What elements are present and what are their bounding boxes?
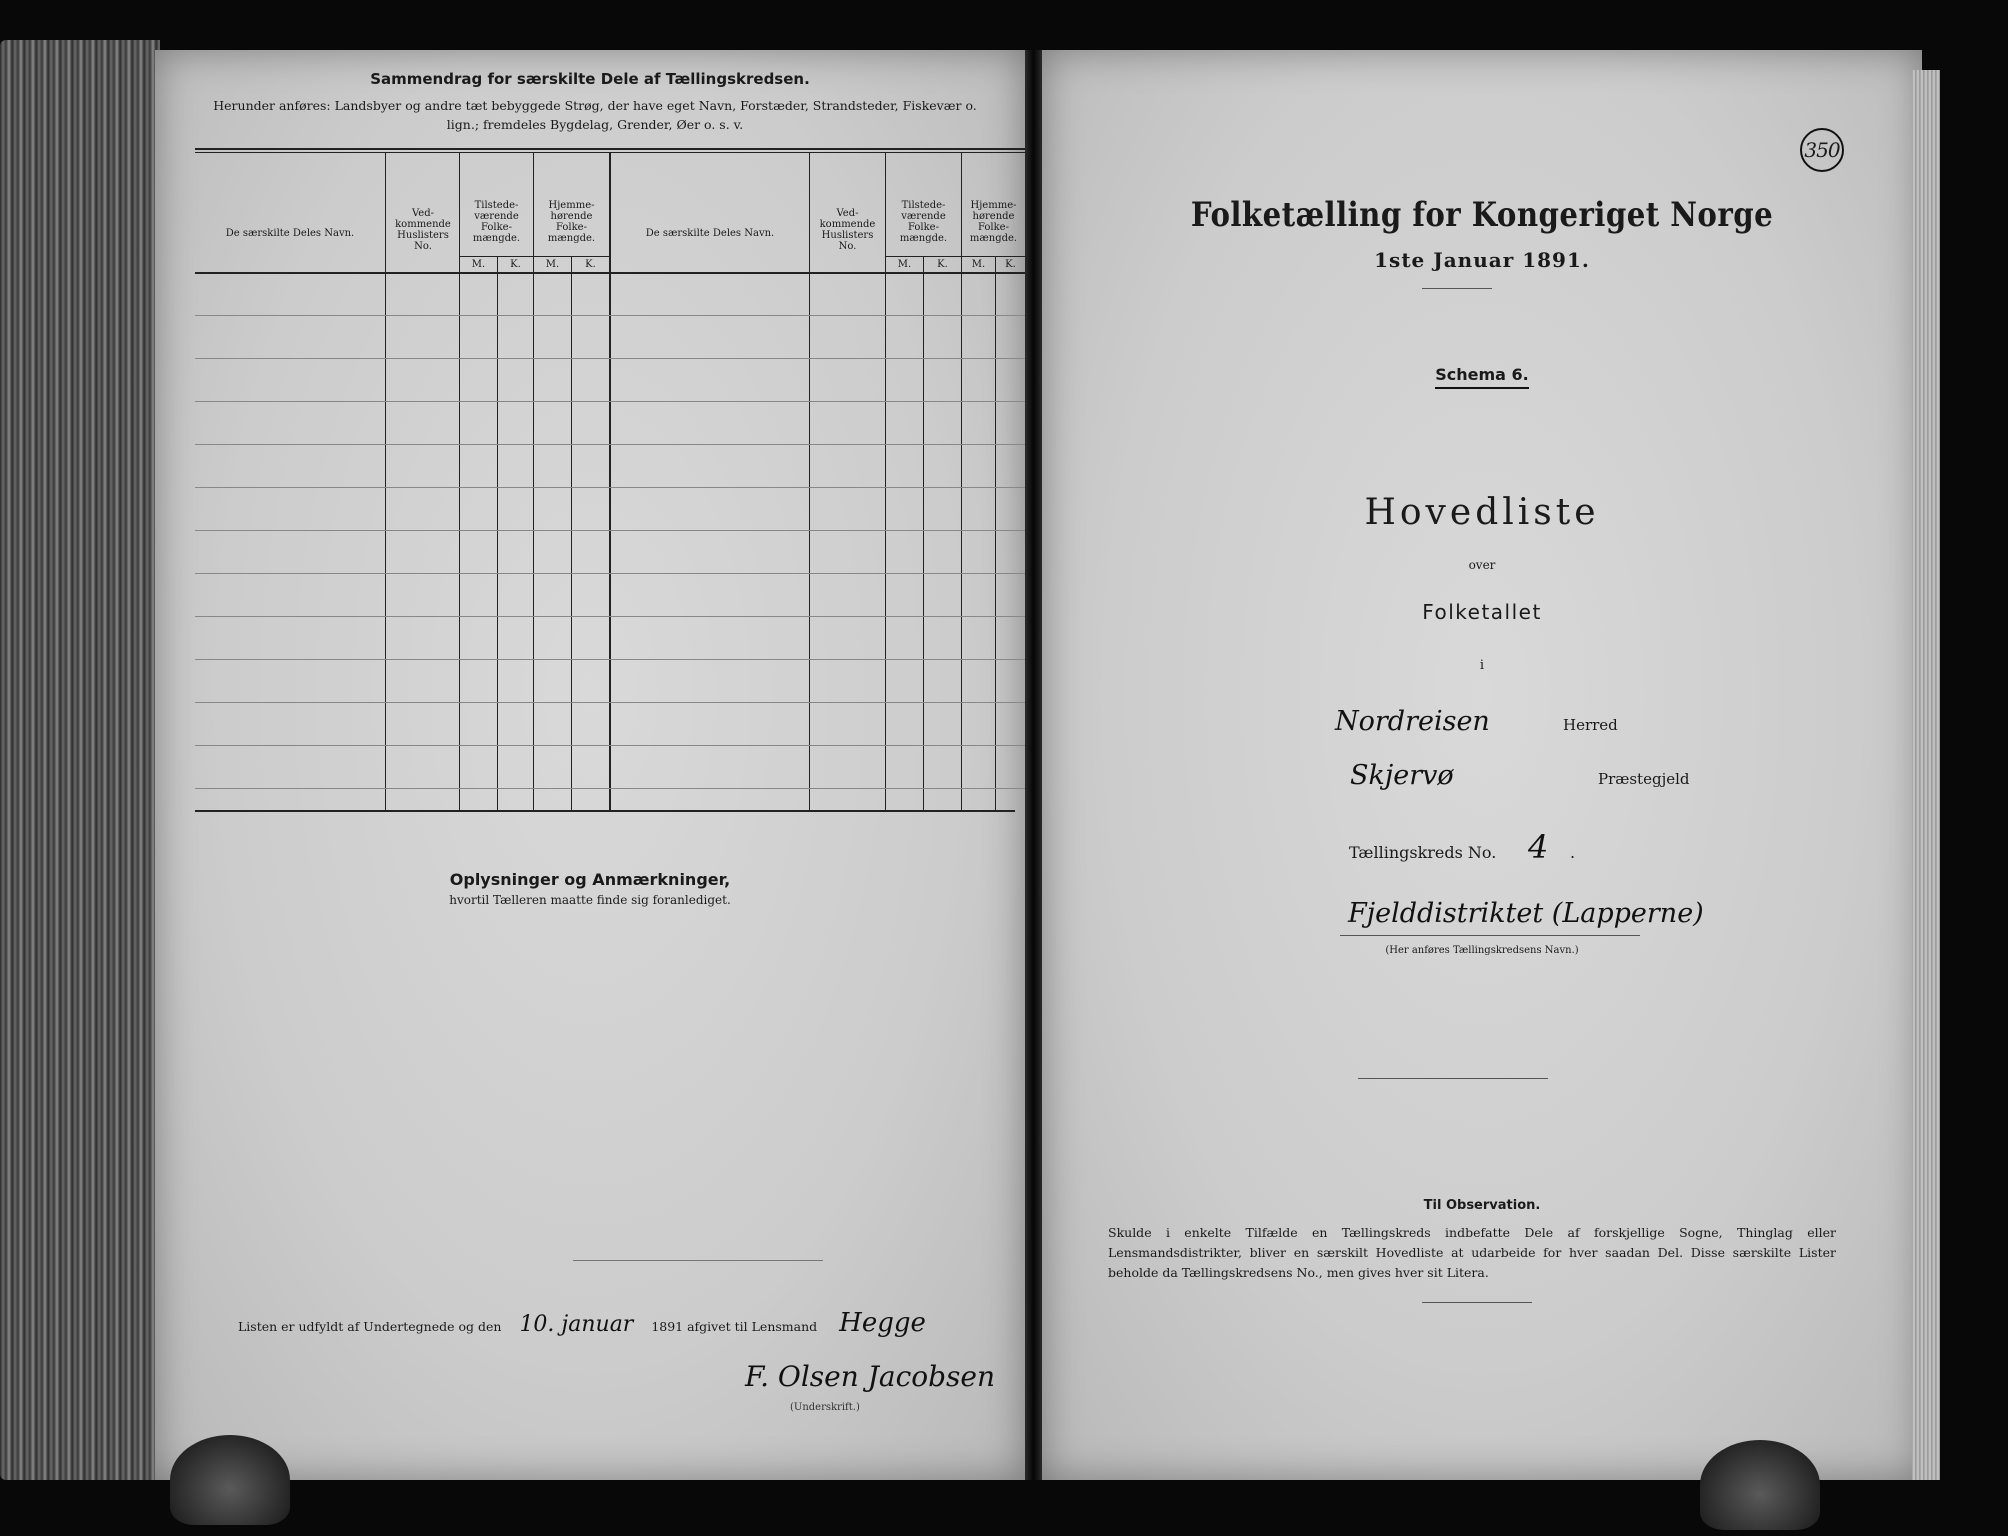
divider: [1422, 288, 1492, 289]
kreds-label: Tællingskreds No.: [1349, 843, 1497, 862]
vline: [533, 152, 534, 810]
herred-value: Nordreisen: [1335, 706, 1490, 737]
table-row-rule: [195, 573, 1025, 574]
table-row-rule: [195, 702, 1025, 703]
header-huslister-right: Ved- kommende Huslisters No.: [819, 208, 876, 252]
vline: [995, 256, 996, 810]
book-gutter: [1025, 50, 1042, 1480]
listen-date: 10. januar: [519, 1312, 634, 1337]
vline: [923, 256, 924, 810]
summary-table: [195, 148, 1025, 812]
page-edges: [1912, 70, 1940, 1480]
table-top-rule: [195, 148, 1025, 150]
header-k: K.: [937, 259, 948, 270]
table-bottom-rule: [195, 810, 1015, 812]
header-k: K.: [585, 259, 596, 270]
kreds-period: .: [1570, 843, 1576, 862]
table-row-rule: [195, 444, 1025, 445]
page-number-stamp: 350: [1800, 128, 1844, 172]
header-m: M.: [971, 259, 986, 270]
header-hjemme-right: Hjemme- hørende Folke- mængde.: [969, 200, 1018, 244]
vline: [497, 256, 498, 810]
header-m: M.: [897, 259, 912, 270]
observation-text: Skulde i enkelte Tilfælde en Tællingskreds indbefatte Dele af forskjellige Sogne, Thinglag eller Lensmandsdistrikter, bliver en særskilt Hovedliste at udarbeide for hver saadan Del. Disse særskilte Lister beholde da Tællingskredsens No., men gives hver sit Litera.: [1108, 1225, 1836, 1280]
prestegjeld-value: Skjervø: [1350, 760, 1454, 791]
observation-title: Til Observation.: [1423, 1198, 1541, 1213]
folketallet-label: Folketallet: [1422, 600, 1542, 624]
census-date: 1ste Januar 1891.: [1374, 248, 1590, 272]
table-row-rule: [195, 659, 1025, 660]
header-tilstede-right: Tilstede- værende Folke- mængde.: [899, 200, 948, 244]
herred-label: Herred: [1563, 716, 1618, 734]
vline: [459, 152, 460, 810]
header-name-right: De særskilte Deles Navn.: [645, 228, 775, 239]
table-row-rule: [195, 530, 1025, 531]
oplysninger-subtitle: hvortil Tælleren maatte finde sig foranlediget.: [449, 893, 731, 907]
oplysninger-title: Oplysninger og Anmærkninger,: [449, 870, 731, 889]
vline-center: [609, 152, 611, 810]
mk-rule-right: [885, 256, 1025, 257]
table-row-rule: [195, 358, 1025, 359]
underskrift-label: (Underskrift.): [790, 1402, 860, 1413]
book-edge: [0, 40, 160, 1480]
divider: [1422, 1302, 1532, 1303]
vline: [385, 152, 386, 810]
header-huslister-left: Ved- kommende Huslisters No.: [395, 208, 451, 252]
mk-rule-left: [459, 256, 609, 257]
header-hjemme-left: Hjemme- hørende Folke- mængde.: [547, 200, 596, 244]
schema-text: Schema 6.: [1435, 365, 1529, 389]
header-m: M.: [471, 259, 486, 270]
kreds-navn: Fjelddistriktet (Lapperne): [1348, 898, 1704, 929]
i-label: i: [1479, 658, 1485, 673]
table-row-rule: [195, 745, 1025, 746]
listen-text-1: Listen er udfyldt af Undertegnede og den: [238, 1319, 502, 1334]
signature-rule: [573, 1260, 823, 1261]
kreds-navn-note: (Her anføres Tællingskredsens Navn.): [1385, 945, 1579, 956]
divider: [1358, 1078, 1548, 1079]
book-clip-left: [170, 1435, 290, 1525]
kreds-navn-rule: [1340, 935, 1640, 936]
hovedliste-title: Hovedliste: [1364, 492, 1600, 533]
prestegjeld-label: Præstegjeld: [1598, 770, 1690, 788]
header-k: K.: [510, 259, 521, 270]
kreds-number: 4: [1528, 828, 1549, 866]
vline: [961, 152, 962, 810]
header-tilstede-left: Tilstede- værende Folke- mængde.: [472, 200, 521, 244]
vline: [885, 152, 886, 810]
over-label: over: [1468, 558, 1496, 572]
summary-text: Herunder anføres: Landsbyer og andre tæt bebyggede Strøg, der have eget Navn, Forstæder, Strandsteder, Fiskevær o. lign.; fremdeles Bygdelag, Grender, Øer o. s. v.: [213, 98, 977, 132]
schema-label: [1042, 365, 1922, 384]
header-m: M.: [545, 259, 560, 270]
book-clip-right: [1700, 1440, 1820, 1530]
main-title: Folketælling for Kongeriget Norge: [1190, 195, 1774, 235]
header-name-left: De særskilte Deles Navn.: [225, 228, 355, 239]
listen-text-2: 1891 afgivet til Lensmand: [651, 1319, 818, 1334]
table-row-rule: [195, 487, 1025, 488]
table-row-rule: [195, 401, 1025, 402]
header-k: K.: [1005, 259, 1016, 270]
counter-signature: F. Olsen Jacobsen: [745, 1360, 996, 1393]
lensmand-name: Hegge: [839, 1308, 926, 1338]
table-row-rule: [195, 315, 1025, 316]
table-row-rule: [195, 616, 1025, 617]
table-row-rule: [195, 788, 1025, 789]
summary-title: Sammendrag for særskilte Dele af Tællingskredsen.: [370, 70, 810, 88]
listen-line: [238, 1308, 926, 1338]
vline: [571, 256, 572, 810]
